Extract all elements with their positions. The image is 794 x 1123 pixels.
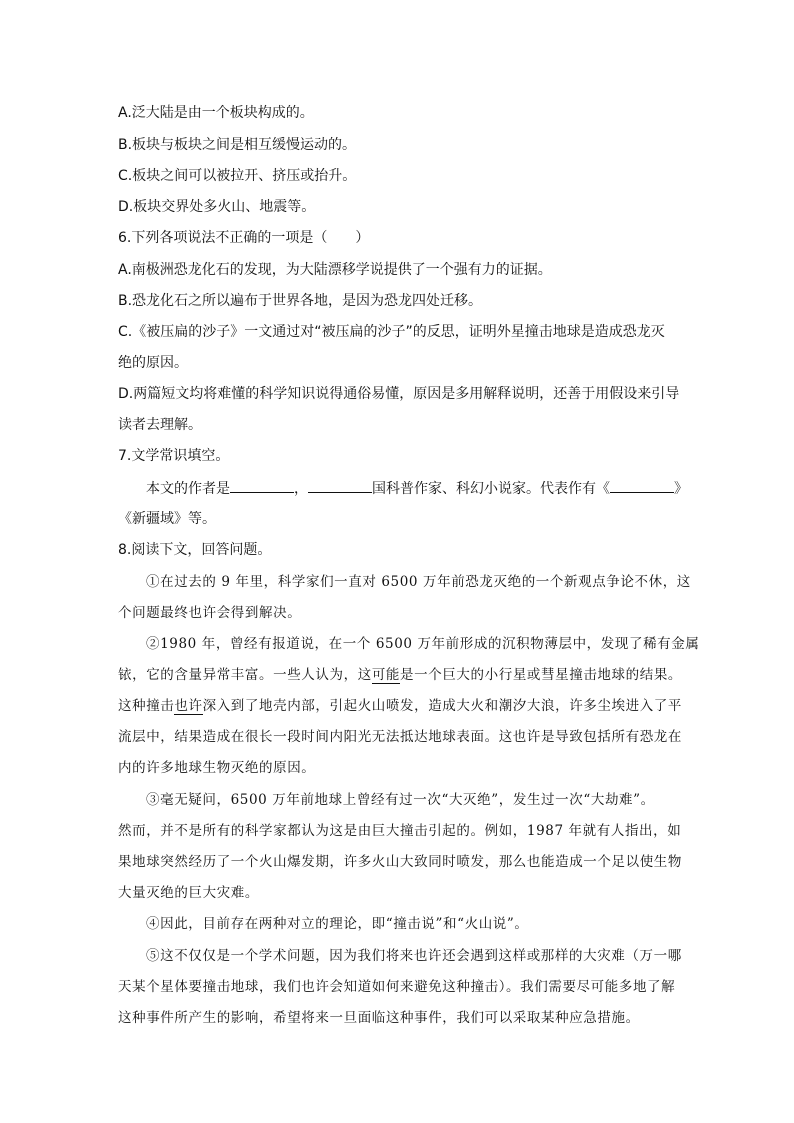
q8-paragraph2-line2 [118,667,682,683]
q6-option-d-line1: D.两篇短文均将难懂的科学知识说得通俗易懂，原因是多用解释说明，还善于用假设来引导 [118,386,680,402]
q8-p2-text: 铱，它的含量异常丰富。一些人认为，这 [118,667,372,683]
answer-blank-author[interactable] [230,480,294,493]
q6-option-a: A.南极洲恐龙化石的发现，为大陆漂移学说提供了一个强有力的证据。 [118,262,552,278]
q7-text-close: 》 [674,481,688,497]
q8-paragraph3-line3: 果地球突然经历了一个火山爆发期，许多火山大致同时喷发，那么也能造成一个足以使生物 [118,854,682,870]
q7-text-comma: ， [294,481,308,497]
q6-option-b: B.恐龙化石之所以遍布于世界各地，是因为恐龙四处迁移。 [118,293,483,309]
q8-paragraph5-line2: 天某个星体要撞击地球，我们也许会知道如何来避免这种撞击）。我们需要尽可能多地了解 [118,979,676,995]
q8-paragraph3-line2: 然而，并不是所有的科学家都认为这是由巨大撞击引起的。例如，1987 年就有人指出，如 [118,823,682,839]
q8-paragraph3-line1: ③毫无疑问，6500 万年前地球上曾经有过一次“大灭绝”，发生过一次“大劫难”。 [146,792,655,808]
q8-paragraph5-line1: ⑤这不仅仅是一个学术问题，因为我们将来也许还会遇到这样或那样的大灾难（万一哪 [146,948,682,964]
q8-p2-text: 这种撞击 [118,698,175,714]
q8-paragraph1-line2: 个问题最终也许会得到解决。 [118,605,302,621]
q8-paragraph3-line4: 大量灭绝的巨大灾难。 [118,885,259,901]
q6-option-c-line1: C.《被压扁的沙子》一文通过对“被压扁的沙子”的反思，证明外星撞击地球是造成恐龙灭 [118,324,665,340]
q5-option-b: B.板块与板块之间是相互缓慢运动的。 [118,137,357,153]
q8-underlined-word-keneng: 可能 [371,667,401,683]
q8-paragraph2-line4: 流层中，结果造成在很长一段时间内阳光无法抵达地球表面。这也许是导致包括所有恐龙在 [118,729,682,745]
q8-paragraph1-line1: ①在过去的 9 年里，科学家们一直对 6500 万年前恐龙灭绝的一个新观点争论不休，这 [146,574,691,590]
q8-underlined-word-yexu: 也许 [174,698,203,714]
q5-option-c: C.板块之间可以被拉开、挤压或抬升。 [118,168,357,184]
q6-stem: 6.下列各项说法不正确的一项是（ ） [118,230,370,246]
q8-p2-text: 深入到了地壳内部，引起火山喷发，造成大火和潮汐大浪，许多尘埃进入了平 [202,698,683,714]
answer-blank-country[interactable] [308,480,372,493]
q8-p2-text: 是一个巨大的小行星或彗星撞击地球的结果。 [400,667,683,683]
q7-text-author: 本文的作者是 [146,481,230,497]
q8-paragraph2-line5: 内的许多地球生物灭绝的原因。 [118,760,316,776]
q7-line2: 《新疆域》等。 [118,511,216,527]
q7-stem: 7.文学常识填空。 [118,448,230,464]
q8-paragraph2-line1: ②1980 年，曾经有报道说，在一个 6500 万年前形成的沉积物薄层中，发现了稀有金属 [146,636,700,652]
q7-fill-line [146,480,688,497]
q8-paragraph5-line3: 这种事件所产生的影响，希望将来一旦面临这种事件，我们可以采取某种应急措施。 [118,1010,640,1026]
q6-option-c-line2: 绝的原因。 [118,355,188,371]
q7-text-works: 国科普作家、科幻小说家。代表作有《 [372,481,610,497]
answer-blank-work[interactable] [610,480,674,493]
q5-option-a: A.泛大陆是由一个板块构成的。 [118,105,314,121]
q8-paragraph4: ④因此，目前存在两种对立的理论，即“撞击说”和“火山说”。 [146,916,529,932]
q8-paragraph2-line3 [118,698,682,714]
q6-option-d-line2: 读者去理解。 [118,417,202,433]
q8-stem: 8.阅读下文，回答问题。 [118,542,272,558]
q5-option-d: D.板块交界处多火山、地震等。 [118,199,316,215]
